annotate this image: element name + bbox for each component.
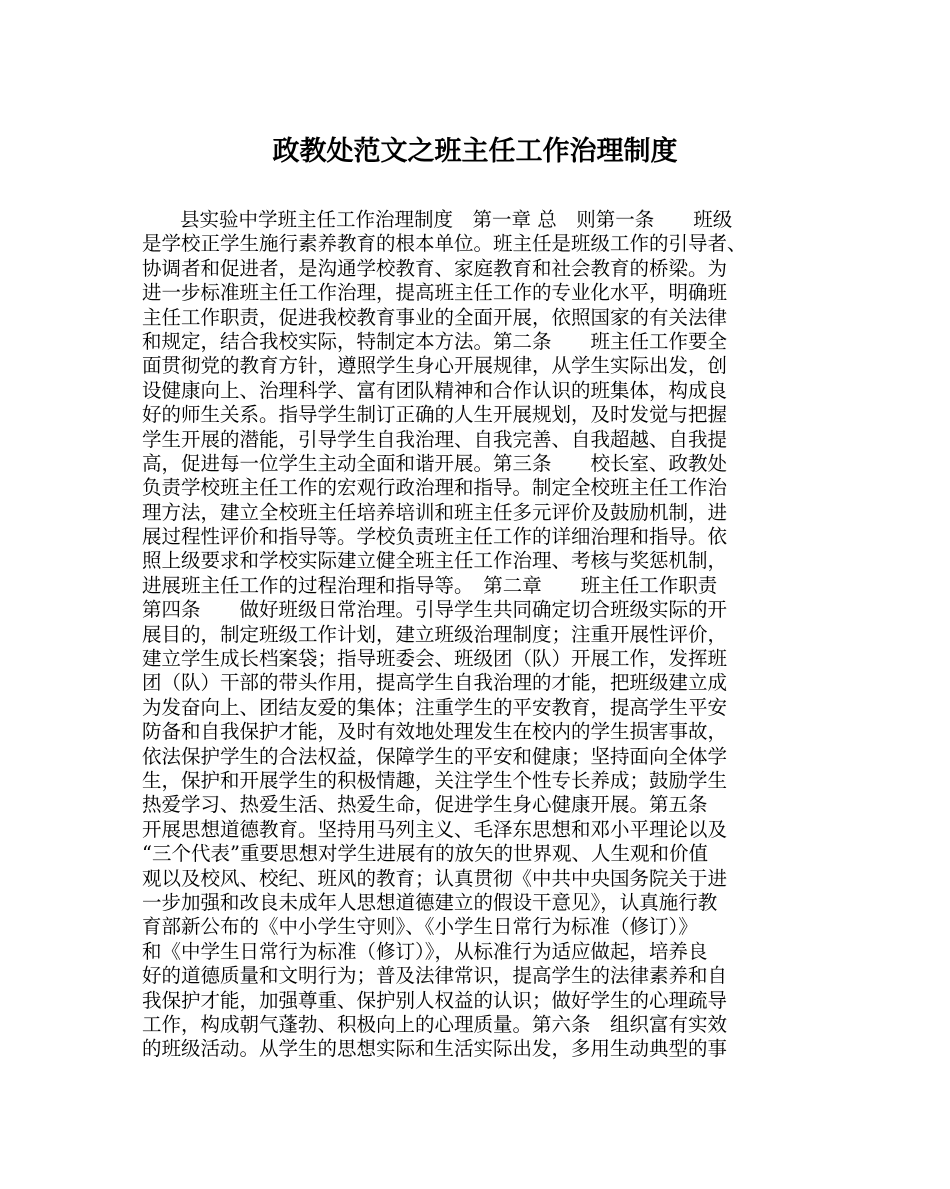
body-line: 好的师生关系。指导学生制订正确的人生开展规划，及时发觉与把握 <box>142 403 728 427</box>
body-line: 设健康向上、治理科学、富有团队精神和合作认识的班集体，构成良 <box>142 378 728 402</box>
body-line: 第四条 做好班级日常治理。引导学生共同确定切合班级实际的开 <box>142 598 728 622</box>
body-line: 一步加强和改良未成年人思想道德建立的假设干意见》，认真施行教 <box>142 890 718 914</box>
body-line: 防备和自我保护才能，及时有效地处理发生在校内的学生损害事故， <box>142 720 728 744</box>
body-line: “三个代表”重要思想对学生进展有的放矢的世界观、人生观和价值 <box>142 842 708 866</box>
body-line: 我保护才能，加强尊重、保护别人权益的认识；做好学生的心理疏导 <box>142 988 728 1012</box>
body-line: 面贯彻党的教育方针，遵照学生身心开展规律，从学生实际出发，创 <box>142 354 728 378</box>
body-line: 的班级活动。从学生的思想实际和生活实际出发，多用生动典型的事 <box>142 1037 728 1061</box>
body-line: 开展思想道德教育。坚持用马列主义、毛泽东思想和邓小平理论以及 <box>142 817 728 841</box>
body-line: 团（队）干部的带头作用，提高学生自我治理的才能，把班级建立成 <box>142 671 728 695</box>
body-line: 观以及校风、校纪、班风的教育；认真贯彻《中共中央国务院关于进 <box>142 866 728 890</box>
body-line: 和《中学生日常行为标准（修订）》，从标准行为适应做起，培养良 <box>142 939 708 963</box>
document-body <box>142 208 814 1062</box>
body-line: 县实验中学班主任工作治理制度 第一章 总 则第一条 班级 <box>180 208 733 231</box>
body-line: 工作，构成朝气蓬勃、积极向上的心理质量。第六条 组织富有实效 <box>142 1012 728 1036</box>
body-line: 理方法，建立全校班主任培养培训和班主任多元评价及鼓励机制，进 <box>142 500 728 524</box>
body-line: 育部新公布的《中小学生守则》、《小学生日常行为标准（修订）》 <box>142 915 698 939</box>
body-line: 进展班主任工作的过程治理和指导等。 第二章 班主任工作职责 <box>142 573 718 597</box>
body-line: 是学校正学生施行素养教育的根本单位。班主任是班级工作的引导者、 <box>142 232 747 256</box>
body-line: 生，保护和开展学生的积极情趣，关注学生个性专长养成；鼓励学生 <box>142 768 728 792</box>
body-line: 学生开展的潜能，引导学生自我治理、自我完善、自我超越、自我提 <box>142 427 728 451</box>
body-line: 负责学校班主任工作的宏观行政治理和指导。制定全校班主任工作治 <box>142 476 728 500</box>
body-line: 依法保护学生的合法权益，保障学生的平安和健康；坚持面向全体学 <box>142 744 728 768</box>
body-line: 进一步标准班主任工作治理，提高班主任工作的专业化水平，明确班 <box>142 281 728 305</box>
body-line: 展过程性评价和指导等。学校负责班主任工作的详细治理和指导。依 <box>142 525 728 549</box>
body-line: 热爱学习、热爱生活、热爱生命，促进学生身心健康开展。第五条 <box>142 793 708 817</box>
body-line: 协调者和促进者，是沟通学校教育、家庭教育和社会教育的桥梁。为 <box>142 256 728 280</box>
body-line: 建立学生成长档案袋；指导班委会、班级团（队）开展工作，发挥班 <box>142 647 728 671</box>
body-line: 和规定，结合我校实际，特制定本方法。第二条 班主任工作要全 <box>142 329 728 353</box>
body-line: 好的道德质量和文明行为；普及法律常识，提高学生的法律素养和自 <box>142 964 728 988</box>
body-line: 照上级要求和学校实际建立健全班主任工作治理、考核与奖惩机制， <box>142 549 728 573</box>
body-line: 为发奋向上、团结友爱的集体；注重学生的平安教育，提高学生平安 <box>142 695 728 719</box>
body-line: 主任工作职责，促进我校教育事业的全面开展，依照国家的有关法律 <box>142 305 728 329</box>
body-line: 展目的，制定班级工作计划，建立班级治理制度；注重开展性评价， <box>142 622 728 646</box>
body-line: 高，促进每一位学生主动全面和谐开展。第三条 校长室、政教处 <box>142 451 728 475</box>
document-title: 政教处范文之班主任工作治理制度 <box>272 136 678 167</box>
